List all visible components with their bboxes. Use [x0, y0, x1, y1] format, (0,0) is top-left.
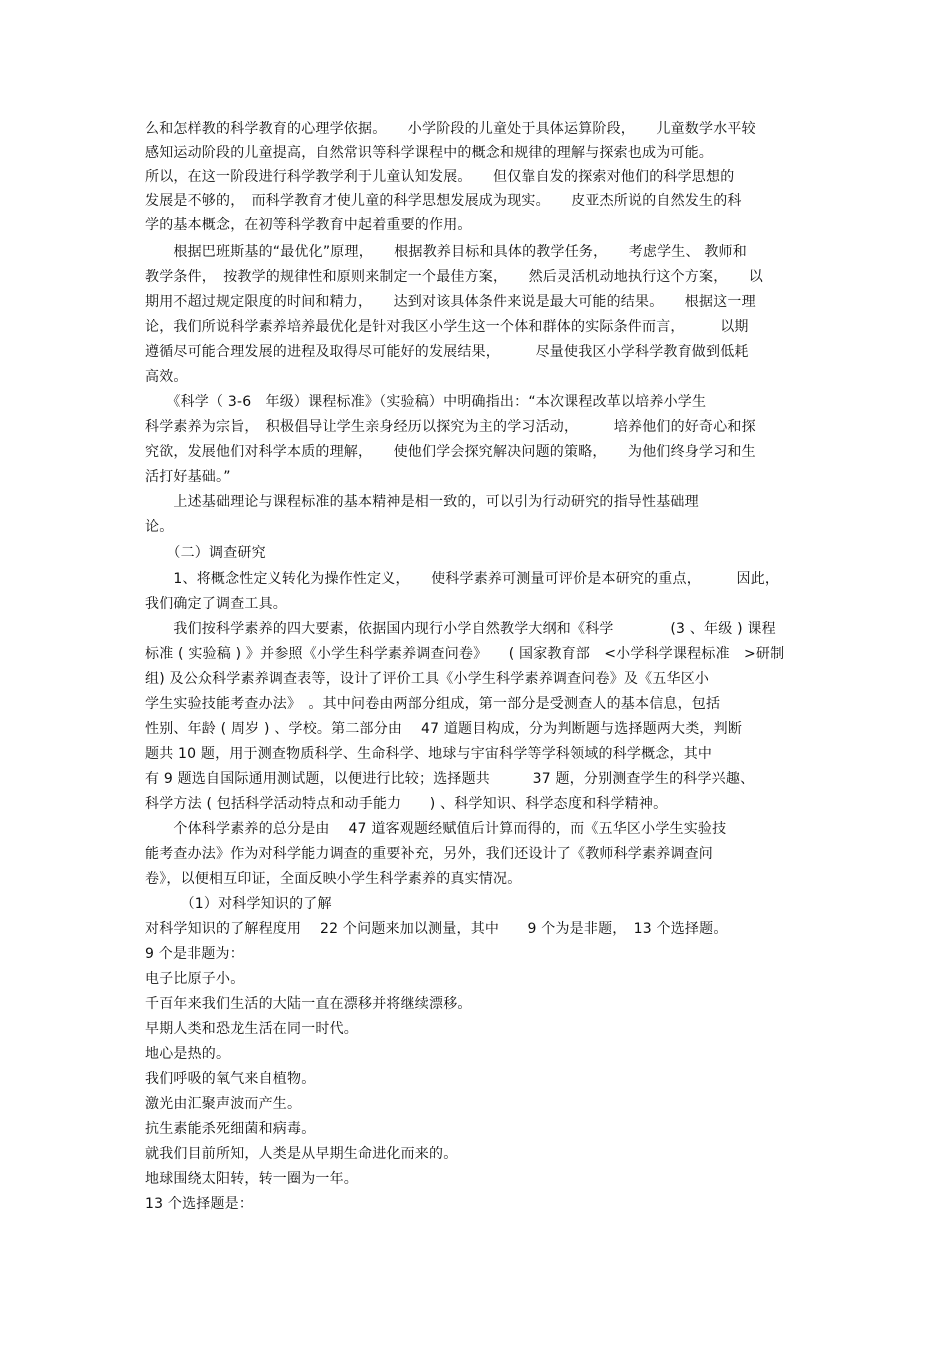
text-line: 学的基本概念，在初等科学教育中起着重要的作用。: [145, 217, 472, 233]
text-line: 1、将概念性定义转化为操作性定义， 使科学素养可测量可评价是本研究的重点， 因此，: [145, 571, 780, 587]
text-line: 卷》，以便相互印证，全面反映小学生科学素养的真实情况。: [145, 871, 522, 887]
text-line: 高效。: [145, 369, 188, 385]
text-line: 学生实验技能考查办法》 。其中问卷由两部分组成，第一部分是受测查人的基本信息，包括: [145, 696, 721, 712]
list-item: 抗生素能杀死细菌和病毒。: [145, 1121, 316, 1137]
text-line: 标准 ( 实验稿 ) 》并参照《小学生科学素养调查问卷》 ( 国家教育部 <小学科学课程标准 >研制: [145, 646, 785, 662]
text-line: 发展是不够的， 而科学教育才使儿童的科学思想发展成为现实。 皮亚杰所说的自然发生的科: [145, 193, 742, 209]
text-line: 个体科学素养的总分是由 47 道客观题经赋值后计算而得的，而《五华区小学生实验技: [145, 821, 727, 837]
list-item: 早期人类和恐龙生活在同一时代。: [145, 1021, 358, 1037]
list-item: 就我们目前所知，人类是从早期生命进化而来的。: [145, 1146, 458, 1162]
text-line: 么和怎样教的科学教育的心理学依据。 小学阶段的儿童处于具体运算阶段， 儿童数学水平较: [145, 121, 756, 137]
text-line: 根据巴班斯基的“最优化”原理， 根据教养目标和具体的教学任务， 考虑学生、 教师和: [145, 244, 747, 260]
text-line: 13 个选择题是：: [145, 1196, 254, 1212]
list-item: 激光由汇聚声波而产生。: [145, 1096, 302, 1112]
text-line: 论。: [145, 519, 174, 535]
text-line: 教学条件， 按教学的规律性和原则来制定一个最佳方案， 然后灵活机动地执行这个方案， 以: [145, 269, 763, 285]
text-line: 上述基础理论与课程标准的基本精神是相一致的，可以引为行动研究的指导性基础理: [145, 494, 699, 510]
text-line: 论，我们所说科学素养培养最优化是针对我区小学生这一个体和群体的实际条件而言， 以期: [145, 319, 749, 335]
text-line: 科学方法 ( 包括科学活动特点和动手能力 ) 、科学知识、科学态度和科学精神。: [145, 796, 668, 812]
text-line: 遵循尽可能合理发展的进程及取得尽可能好的发展结果， 尽量使我区小学科学教育做到低耗: [145, 344, 749, 360]
text-line: 9 个是非题为：: [145, 946, 244, 962]
text-line: 究欲，发展他们对科学本质的理解， 使他们学会探究解决问题的策略， 为他们终身学习和生: [145, 444, 756, 460]
text-line: 期用不超过规定限度的时间和精力， 达到对该具体条件来说是最大可能的结果。 根据这一理: [145, 294, 756, 310]
text-line: 题共 10 题，用于测查物质科学、生命科学、地球与宇宙科学等学科领域的科学概念，其中: [145, 746, 713, 762]
list-item: 我们呼吸的氧气来自植物。: [145, 1071, 316, 1087]
text-line: 能考查办法》作为对科学能力调查的重要补充，另外，我们还设计了《教师科学素养调查问: [145, 846, 713, 862]
text-line: 我们按科学素养的四大要素，依据国内现行小学自然教学大纲和《科学 (3 、年级 ) 课程: [145, 621, 776, 637]
list-item: 千百年来我们生活的大陆一直在漂移并将继续漂移。: [145, 996, 472, 1012]
text-line: 有 9 题选自国际通用测试题，以便进行比较；选择题共 37 题，分别测查学生的科学兴趣、: [145, 771, 755, 787]
text-line: 科学素养为宗旨， 积极倡导让学生亲身经历以探究为主的学习活动， 培养他们的好奇心和探: [145, 419, 756, 435]
text-line: 感知运动阶段的儿童提高，自然常识等科学课程中的概念和规律的理解与探索也成为可能。: [145, 145, 713, 161]
list-item: 地球围绕太阳转，转一圈为一年。: [145, 1171, 358, 1187]
text-line: 所以，在这一阶段进行科学教学利于儿童认知发展。 但仅靠自发的探索对他们的科学思想的: [145, 169, 735, 185]
list-item: 电子比原子小。: [145, 971, 245, 987]
text-line: 我们确定了调查工具。: [145, 596, 287, 612]
text-line: 《科学（ 3-6 年级）课程标准》（实验稿）中明确指出：“本次课程改革以培养小学生: [145, 394, 707, 410]
text-line: 性别、年龄 ( 周岁 ) 、学校。第二部分由 47 道题目构成，分为判断题与选择题两大类，判断: [145, 721, 743, 737]
section-heading: （二）调查研究: [145, 545, 266, 561]
text-line: 活打好基础。”: [145, 469, 231, 485]
text-line: 组) 及公众科学素养调查表等，设计了评价工具《小学生科学素养调查问卷》及《五华区小: [145, 671, 710, 687]
list-item: 地心是热的。: [145, 1046, 231, 1062]
text-line: 对科学知识的了解程度用 22 个问题来加以测量，其中 9 个为是非题， 13 个选择题。: [145, 921, 728, 937]
subsection-heading: （1）对科学知识的了解: [145, 896, 332, 912]
